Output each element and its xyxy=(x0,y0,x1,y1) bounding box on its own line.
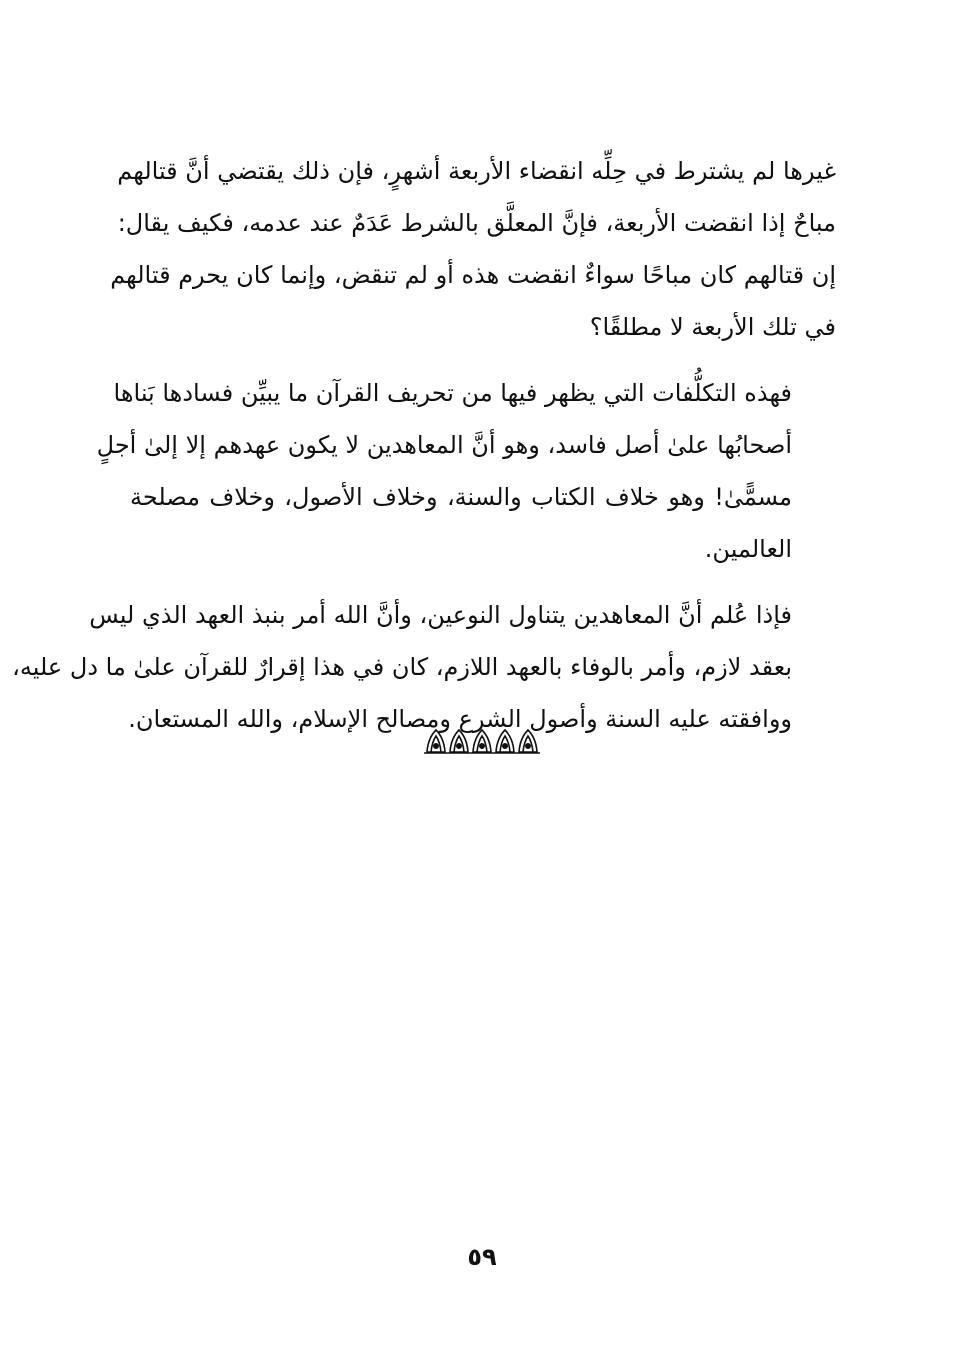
text-line: ووافقته عليه السنة وأصول الشرع ومصالح الإسلام، والله المستعان. xyxy=(128,705,792,733)
paragraph-2 xyxy=(96,367,836,575)
text-line: العالمين. xyxy=(704,535,792,563)
text-line: مسمًّىٰ! وهو خلاف الكتاب والسنة، وخلاف الأصول، وخلاف مصلحة xyxy=(130,483,792,511)
text-line: فهذه التكلُّفات التي يظهر فيها من تحريف القرآن ما يبيِّن فسادها بَناها xyxy=(113,379,792,407)
text-line: فإذا عُلم أنَّ المعاهدين يتناول النوعين، وأنَّ الله أمر بنبذ العهد الذي ليس xyxy=(89,601,792,629)
floral-ornament-icon xyxy=(423,728,541,754)
page-number: ٥٩ xyxy=(467,1243,497,1271)
text-line: مباحٌ إذا انقضت الأربعة، فإنَّ المعلَّق بالشرط عَدَمٌ عند عدمه، فكيف يقال: xyxy=(117,209,836,237)
text-line: بعقد لازم، وأمر بالوفاء بالعهد اللازم، كان في هذا إقرارٌ للقرآن علىٰ ما دل عليه، xyxy=(12,653,792,681)
section-divider xyxy=(0,728,964,758)
text-line: في تلك الأربعة لا مطلقًا؟ xyxy=(589,313,836,341)
paragraph-1 xyxy=(110,145,836,353)
text-line: أصحابُها علىٰ أصل فاسد، وهو أنَّ المعاهدين لا يكون عهدهم إلا إلىٰ أجلٍ xyxy=(96,431,792,459)
text-line: إن قتالهم كان مباحًا سواءٌ انقضت هذه أو لم تنقض، وإنما كان يحرم قتالهم xyxy=(110,261,836,289)
paragraph-3 xyxy=(12,589,836,745)
text-line: غيرها لم يشترط في حِلِّه انقضاء الأربعة أشهرٍ، فإن ذلك يقتضي أنَّ قتالهم xyxy=(117,157,836,185)
page-body-text xyxy=(12,145,836,759)
